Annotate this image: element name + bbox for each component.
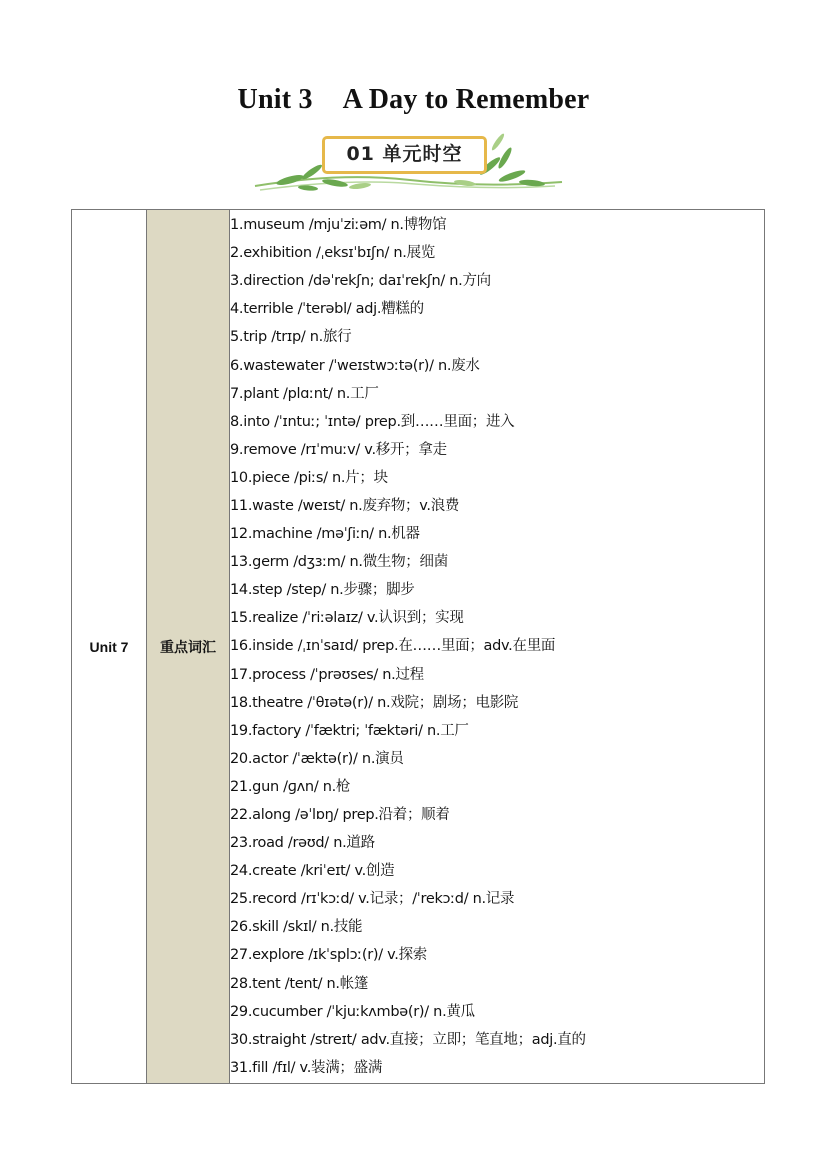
list-item: 24.create /kriˈeɪt/ v.创造	[230, 863, 395, 880]
list-item: 17.process /ˈprəʊses/ n.过程	[230, 666, 424, 683]
list-item: 14.step /step/ n.步骤；脚步	[230, 582, 415, 599]
title-unit: Unit 3	[237, 84, 313, 115]
list-item: 27.explore /ɪkˈsplɔː(r)/ v.探索	[230, 947, 428, 964]
banner-number: 01	[346, 143, 375, 165]
list-item: 12.machine /məˈʃiːn/ n.机器	[230, 526, 420, 543]
list-item: 11.waste /weɪst/ n.废弃物；v.浪费	[230, 497, 460, 514]
list-item: 19.factory /ˈfæktri; ˈfæktəri/ n.工厂	[230, 722, 469, 739]
list-item: 29.cucumber /ˈkjuːkʌmbə(r)/ n.黄瓜	[230, 1003, 475, 1020]
list-item: 2.exhibition /ˌeksɪˈbɪʃn/ n.展览	[230, 245, 435, 262]
list-item: 25.record /rɪˈkɔːd/ v.记录；/ˈrekɔːd/ n.记录	[230, 891, 515, 908]
vocabulary-table	[71, 209, 765, 1084]
list-item: 3.direction /dəˈrekʃn; daɪˈrekʃn/ n.方向	[230, 273, 491, 290]
list-item: 9.remove /rɪˈmuːv/ v.移开；拿走	[230, 441, 447, 458]
banner-label	[322, 136, 487, 174]
list-item: 18.theatre /ˈθɪətə(r)/ n.戏院；剧场；电影院	[230, 694, 519, 711]
list-item: 8.into /ˈɪntuː; ˈɪntə/ prep.到……里面；进入	[230, 413, 515, 430]
list-item: 13.germ /dʒɜːm/ n.微生物；细菌	[230, 554, 448, 571]
list-item: 30.straight /streɪt/ adv.直接；立即；笔直地；adj.直的	[230, 1031, 586, 1048]
list-item: 5.trip /trɪp/ n.旅行	[230, 329, 352, 346]
section-banner	[250, 128, 570, 200]
list-item: 21.gun /ɡʌn/ n.枪	[230, 778, 351, 795]
list-item: 31.fill /fɪl/ v.装满；盛满	[230, 1059, 383, 1076]
list-item: 7.plant /plɑːnt/ n.工厂	[230, 385, 379, 402]
list-item: 28.tent /tent/ n.帐篷	[230, 975, 369, 992]
list-item: 16.inside /ˌɪnˈsaɪd/ prep.在……里面；adv.在里面	[230, 638, 556, 655]
list-item: 26.skill /skɪl/ n.技能	[230, 919, 363, 936]
category-cell: 重点词汇	[147, 210, 230, 1084]
banner-label-text: 单元时空	[382, 143, 463, 165]
unit-cell: Unit 7	[72, 210, 147, 1084]
list-item: 1.museum /mjuˈziːəm/ n.博物馆	[230, 217, 447, 234]
list-item: 6.wastewater /ˈweɪstwɔːtə(r)/ n.废水	[230, 357, 480, 374]
page-title	[0, 84, 827, 116]
list-item: 4.terrible /ˈterəbl/ adj.糟糕的	[230, 301, 424, 318]
title-text: A Day to Remember	[342, 84, 590, 115]
list-item: 15.realize /ˈriːəlaɪz/ v.认识到；实现	[230, 610, 464, 627]
list-item: 23.road /rəʊd/ n.道路	[230, 835, 375, 852]
list-item: 10.piece /piːs/ n.片；块	[230, 469, 388, 486]
list-item: 22.along /əˈlɒŋ/ prep.沿着；顺着	[230, 807, 450, 824]
word-list	[230, 210, 765, 1084]
table-row	[72, 210, 765, 1084]
list-item: 20.actor /ˈæktə(r)/ n.演员	[230, 750, 404, 767]
